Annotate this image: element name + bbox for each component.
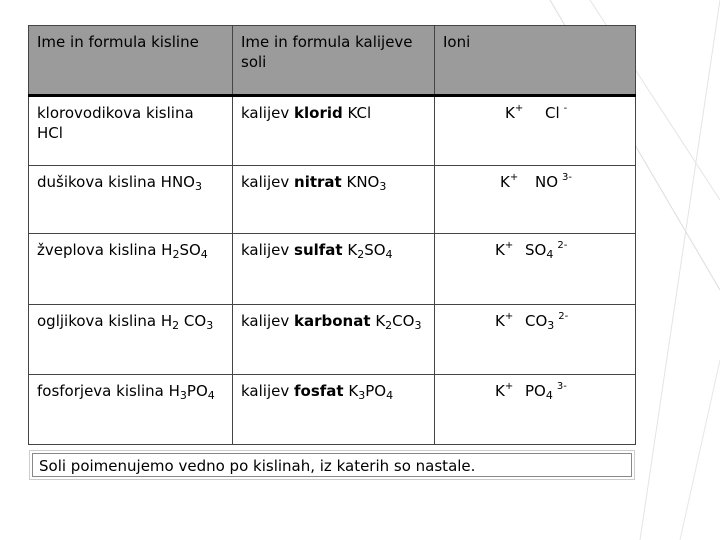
anion-charge: 2- [558,310,569,322]
acid-formula [169,382,215,400]
formula-subscript: 4 [200,248,208,262]
cation-charge: + [504,310,514,322]
anion [545,103,567,123]
formula-text: K [375,311,386,330]
salt-name: nitrat [294,173,342,192]
table-header-row [29,26,636,96]
salt-formula [375,312,421,330]
formula-subscript: 3 [379,180,387,194]
ions-cell [435,234,636,304]
formula-subscript: 3 [179,388,187,402]
formula-text: NO [535,173,559,192]
table-row [29,374,636,444]
formula-subscript: 4 [386,388,394,402]
cation-symbol: K [495,381,505,400]
formula-subscript: 2 [172,318,180,332]
formula-subscript: 3 [206,318,214,332]
formula-subscript: 2 [357,248,365,262]
salt-name: sulfat [294,241,343,260]
cation [505,103,523,123]
ions-cell [435,96,636,166]
summary-note: Soli poimenujemo vedno po kislinah, iz katerih so nastale. [32,453,632,477]
formula-subscript: 4 [207,388,215,402]
salt-cell [233,166,435,234]
salt-prefix: kalijev [241,173,290,192]
acid-formula [161,312,213,330]
salt-prefix: kalijev [241,381,290,400]
acid-name: dušikova kislina [37,173,156,192]
formula-text: PO [365,381,387,400]
anion-charge: - [563,103,568,114]
table-row [29,96,636,166]
anion [525,240,567,260]
salt-cell [233,96,435,166]
table-row [29,304,636,374]
formula-text: K [348,381,359,400]
formula-text: H [160,311,173,330]
cation-charge: + [509,172,519,184]
formula-subscript: 4 [545,388,553,402]
cation-charge: + [504,380,514,392]
acid-formula [161,241,208,262]
salt-prefix: kalijev [241,311,290,330]
acid-cell [29,374,233,444]
salt-formula [347,241,393,262]
acid-name: klorovodikova kislina [37,104,194,122]
cation-symbol: K [495,241,505,260]
formula-subscript: 2 [385,318,393,332]
salt-name: klorid [294,104,343,122]
formula-text: SO [179,241,201,260]
anion-charge: 3- [562,172,573,184]
formula-subscript: 4 [385,248,393,262]
salt-cell [233,374,435,444]
cation [495,240,513,260]
anion-charge: 2- [557,240,568,252]
acid-formula [160,173,202,194]
formula-text: SO [525,241,547,260]
formula-text: CO [179,311,207,330]
formula-text: H [161,241,173,260]
acid-cell [29,234,233,304]
anion [525,311,568,331]
acid-cell [29,96,233,166]
salt-name: fosfat [294,381,344,400]
salt-prefix: kalijev [241,241,290,260]
formula-subscript: 3 [194,180,202,194]
salt-prefix: kalijev [241,104,290,122]
anion-charge: 3- [556,380,567,392]
cation-symbol: K [500,173,510,192]
formula-text: SO [364,241,386,260]
formula-text: CO [392,311,415,330]
formula-text: KNO [346,173,380,192]
formula-text: PO [186,381,208,400]
formula-text: K [347,241,358,260]
acid-name: žveplova kislina [37,241,157,260]
formula-subscript: 4 [546,248,554,262]
formula-text: PO [525,381,546,400]
salt-name: karbonat [294,311,371,330]
cation-symbol: K [495,311,505,330]
acid-name: fosforjeva kislina [37,381,164,400]
table-row [29,234,636,304]
acid-formula [37,124,63,142]
anion [525,381,567,401]
header-ions: Ioni [435,26,636,96]
ions-cell [435,374,636,444]
salt-formula [348,382,393,400]
formula-subscript: 3 [358,388,366,402]
formula-text: CO [525,311,548,330]
ions-cell [435,304,636,374]
acid-salt-table [28,25,636,445]
cation-charge: + [514,103,524,114]
salt-cell [233,304,435,374]
salt-formula [348,104,372,122]
cation [495,311,513,331]
formula-text: H [168,381,180,400]
acid-cell [29,166,233,234]
cation-charge: + [504,240,514,252]
header-salt: Ime in formula kalijeve soli [233,26,435,96]
ions-cell [435,166,636,234]
cation [495,381,513,401]
salt-cell [233,234,435,304]
salt-formula [346,173,387,194]
formula-text: Cl [545,104,560,122]
formula-text: HNO [160,173,195,192]
anion [535,172,572,192]
formula-subscript: 2 [172,248,180,262]
formula-subscript: 3 [547,318,555,332]
formula-text: KCl [347,104,372,122]
cation [500,172,518,192]
acid-cell [29,304,233,374]
cation-symbol: K [505,104,515,122]
formula-subscript: 3 [414,318,422,332]
formula-text: HCl [37,124,63,142]
table-row [29,166,636,234]
acid-name: ogljikova kislina [37,311,157,330]
header-acid: Ime in formula kisline [29,26,233,96]
